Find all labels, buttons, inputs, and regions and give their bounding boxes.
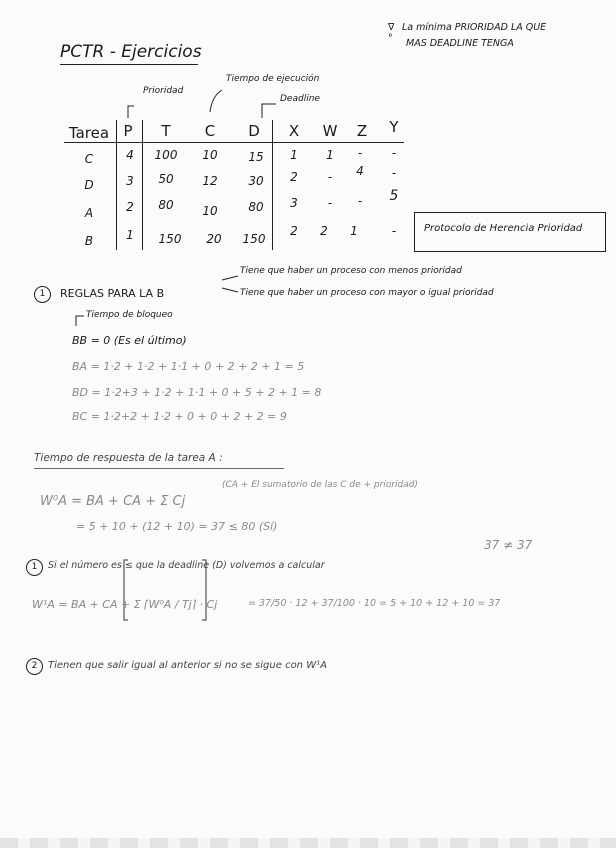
- arrow-bloqueo: [76, 316, 84, 326]
- response-calc: = 5 + 10 + (12 + 10) = 37 ≤ 80 (Sí): [76, 520, 278, 533]
- table-cell: 80: [158, 198, 174, 212]
- table-cell: 2: [290, 224, 298, 238]
- table-cell: 2: [320, 224, 328, 238]
- w1-calc: = 37/50 · 12 + 37/100 · 10 = 5 + 10 + 12 + 10 = 37: [248, 598, 501, 609]
- table-header-c: C: [204, 122, 216, 140]
- table-cell: 5: [389, 188, 399, 204]
- annotation-deadline: Deadline: [280, 94, 320, 104]
- response-formula: W⁰A = BA + CA + Σ Cj: [40, 494, 186, 509]
- table-cell: -: [357, 146, 363, 160]
- table-cell: 30: [248, 174, 264, 188]
- tiempo-bloqueo-label: Tiempo de bloqueo: [86, 310, 173, 320]
- table-header-tarea: Tarea: [68, 124, 110, 142]
- table-header-line: [64, 142, 404, 143]
- point-2-text: Tienen que salir igual al anterior si no se sigue con W¹A: [48, 660, 327, 671]
- section-2-underline: [34, 468, 284, 469]
- table-cell: 10: [202, 204, 218, 218]
- scan-bottom-edge: [0, 838, 616, 848]
- rule-1: Tiene que haber un proceso con menos prioridad: [240, 266, 462, 276]
- blocking-a: BA = 1·2 + 1·2 + 1·1 + 0 + 2 + 2 + 1 = 5: [72, 360, 305, 373]
- arrow-rule2: [222, 288, 238, 292]
- annotation-prioridad: Prioridad: [143, 86, 184, 96]
- table-header-d: D: [248, 122, 260, 140]
- table-cell: 100: [154, 148, 178, 162]
- table-cell: 10: [202, 148, 218, 162]
- point-2-number: 2: [26, 658, 43, 675]
- section-1-heading: REGLAS PARA LA B: [60, 287, 165, 300]
- annotation-tiempo-ejecucion: Tiempo de ejecución: [226, 74, 320, 84]
- blocking-c: BC = 1·2+2 + 1·2 + 0 + 0 + 2 + 2 = 9: [72, 410, 287, 423]
- table-cell: 12: [202, 174, 218, 188]
- table-cell: C: [84, 152, 94, 166]
- page-title: PCTR - Ejercicios: [60, 42, 202, 62]
- table-cell: 150: [242, 232, 266, 246]
- table-header-t: T: [161, 122, 171, 140]
- table-cell: 3: [126, 174, 134, 188]
- table-cell: 20: [206, 232, 222, 246]
- table-cell: 15: [248, 150, 264, 164]
- table-cell: 1: [326, 148, 334, 162]
- arrow-prioridad: [128, 106, 134, 118]
- table-cell: A: [84, 206, 94, 220]
- table-header-w: W: [322, 122, 338, 140]
- table-cell: 1: [350, 224, 358, 238]
- check-note: 37 ≠ 37: [484, 538, 533, 552]
- table-vline-3: [272, 120, 273, 250]
- table-cell: 2: [290, 170, 298, 184]
- point-1-text: Si el número es ≤ que la deadline (D) volvemos a calcular: [48, 560, 325, 571]
- table-cell: 2: [126, 200, 134, 214]
- table-cell: 50: [158, 172, 174, 186]
- section-2-heading: Tiempo de respuesta de la tarea A :: [34, 452, 223, 464]
- table-cell: 4: [126, 148, 134, 162]
- table-cell: -: [391, 224, 397, 238]
- table-cell: -: [391, 146, 397, 160]
- top-note-bullet: ∇: [388, 22, 395, 33]
- blocking-d: BD = 1·2+3 + 1·2 + 1·1 + 0 + 5 + 2 + 1 = 8: [72, 386, 322, 399]
- table-cell: 1: [290, 148, 298, 162]
- table-cell: 150: [158, 232, 182, 246]
- rule-2: Tiene que haber un proceso con mayor o igual prioridad: [240, 288, 494, 298]
- point-1-number: 1: [26, 559, 43, 576]
- table-header-y: Y: [389, 118, 399, 136]
- arrow-deadline: [262, 104, 276, 118]
- table-cell: D: [84, 178, 94, 192]
- section-1-number: 1: [34, 286, 51, 303]
- table-header-z: Z: [356, 122, 368, 140]
- arrow-rule1: [222, 276, 238, 280]
- w1-formula: W¹A = BA + CA + Σ ⌈W⁰A / Tj⌉ · Cj: [32, 598, 218, 611]
- table-cell: B: [84, 234, 94, 248]
- table-cell: -: [357, 194, 363, 208]
- table-header-p: P: [123, 122, 133, 140]
- top-note-line1: La mínima PRIORIDAD LA QUE: [402, 22, 547, 33]
- table-cell: 80: [248, 200, 264, 214]
- table-cell: -: [327, 170, 333, 184]
- table-cell: -: [391, 166, 397, 180]
- table-cell: 1: [126, 228, 134, 242]
- response-formula-note: (CA + El sumatorio de las C de + prioridad): [222, 480, 418, 490]
- arrow-tiempo: [210, 90, 222, 112]
- top-note-line2: MAS DEADLINE TENGA: [406, 38, 514, 49]
- top-note-dot: °: [388, 33, 393, 44]
- table-cell: -: [327, 196, 333, 210]
- protocol-box-label: Protocolo de Herencia Prioridad: [424, 223, 583, 234]
- blocking-b: BB = 0 (Es el último): [72, 334, 187, 347]
- table-header-x: X: [288, 122, 300, 140]
- table-cell: 4: [356, 164, 364, 178]
- table-cell: 3: [290, 196, 298, 210]
